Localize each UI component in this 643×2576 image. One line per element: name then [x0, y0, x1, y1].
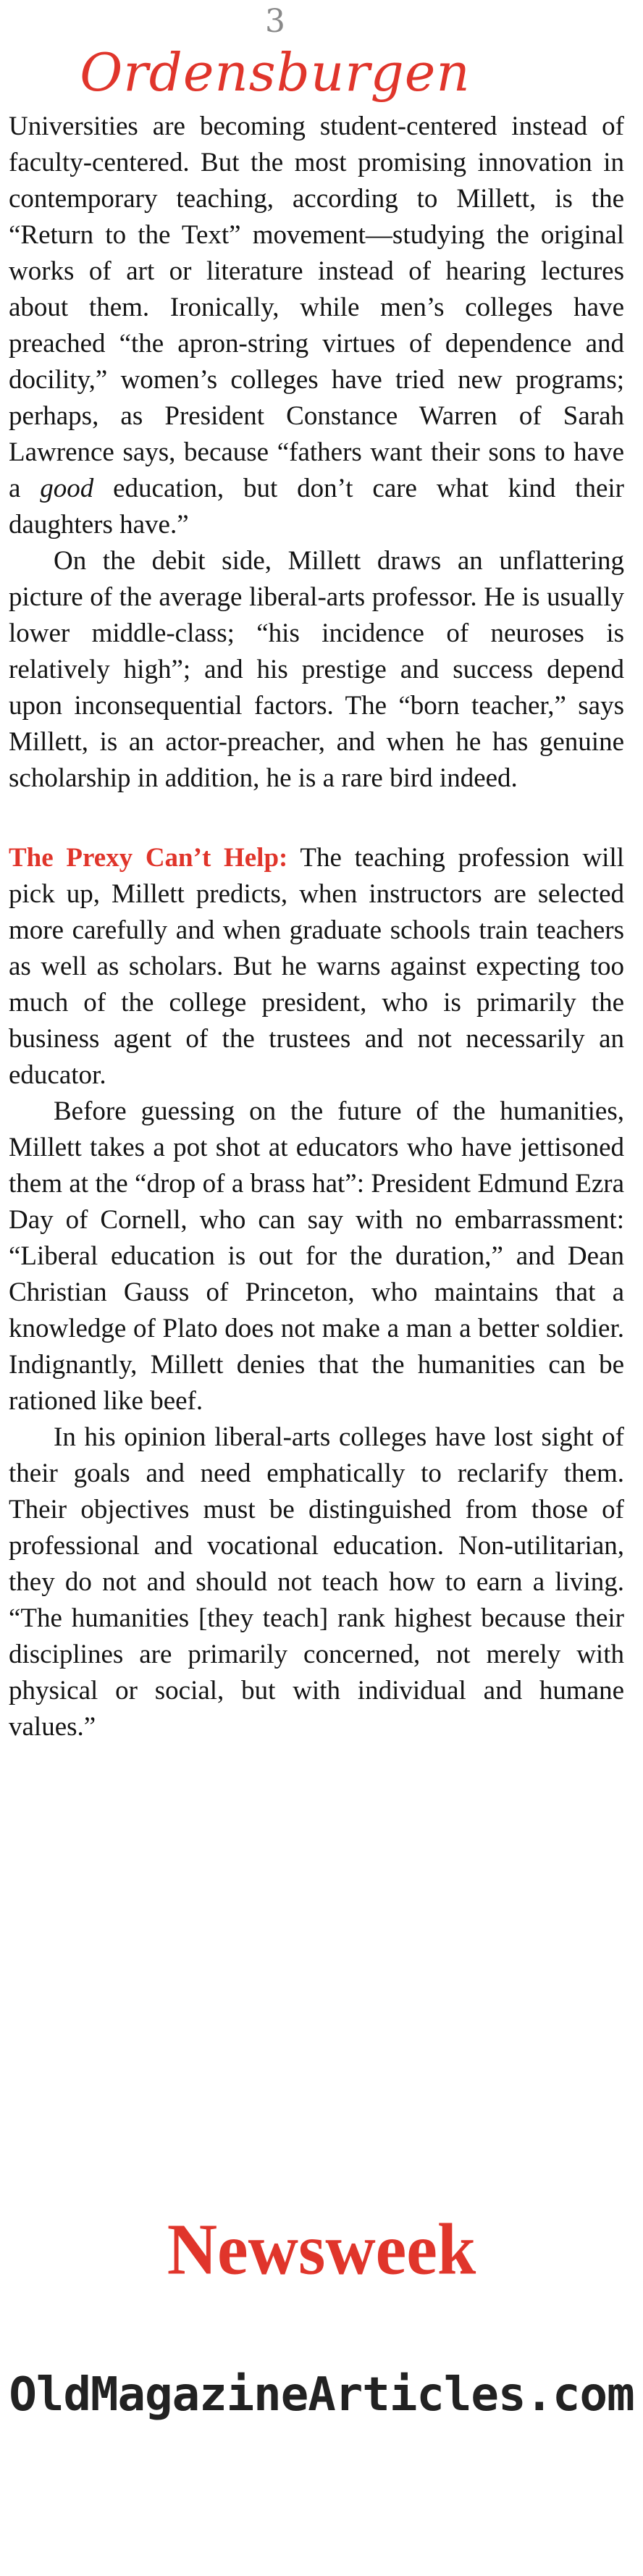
paragraph-5: In his opinion liberal-arts colleges have lost sight of their goals and need emphatically to reclarify them. Their objectives must be distinguished from those of professional and vocational education. Non-utilitarian, they do not and should not teach how to earn a living. “The humanities [they teach] rank highest because their disciplines are primarily concerned, not merely with physical or social, but with individual and humane values.” — [9, 1422, 624, 1742]
paragraph-1-text: Universities are becoming student-centered instead of faculty-centered. But the most promising innovation in contemporary teaching, according to Millett, is the “Return to the Text” movement—studying the original works of art or literature instead of hearing lectures about them. Ironically, while men’s colleges have preached “the apron-string virtues of dependence and docility,” women’s colleges have tried new programs; perhaps, as President Constance Warren of Sarah Lawrence says, because “fathers want their sons to have a — [9, 112, 624, 503]
page-number: 3 — [265, 3, 285, 40]
paragraph-3 — [9, 840, 624, 1094]
paragraph-3-text: The teaching profession will pick up, Millett predicts, when instructors are selected more carefully and when graduate schools train teachers as well as scholars. But he warns against expecting too much of the college president, who is primarily the business agent of the trustees and not necessarily an educator. — [9, 843, 625, 1090]
paragraph-2: On the debit side, Millett draws an unflattering picture of the average liberal-arts professor. He is usually lower middle-class; “his incidence of neuroses is relatively high”; and his prestige and success depend upon inconsequential factors. The “born teacher,” says Millett, is an actor-preacher, and when he has genuine scholarship in addition, he is a rare bird indeed. — [9, 546, 624, 793]
site-name: OldMagazineArticles.com — [9, 2368, 634, 2422]
publication-name: Newsweek — [167, 2208, 476, 2290]
paragraph-1-emphasis: good — [40, 474, 94, 503]
article-body — [9, 109, 624, 1745]
section-subhead: The Prexy Can’t Help: — [9, 843, 288, 873]
paragraph-1-end: education, but don’t care what kind their daughters have.” — [9, 474, 624, 540]
paragraph-4: Before guessing on the future of the humanities, Millett takes a pot shot at educators who have jettisoned them at the “drop of a brass hat”: President Edmund Ezra Day of Cornell, who can say with no embarrassment: “Liberal education is out for the duration,” and Dean Christian Gauss of Princeton, who maintains that a knowledge of Plato does not make a man a better soldier. Indignantly, Millett denies that the humanities can be rationed like beef. — [9, 1096, 624, 1416]
article-title: Ordensburgen — [80, 42, 471, 103]
paragraph-1 — [9, 109, 624, 543]
